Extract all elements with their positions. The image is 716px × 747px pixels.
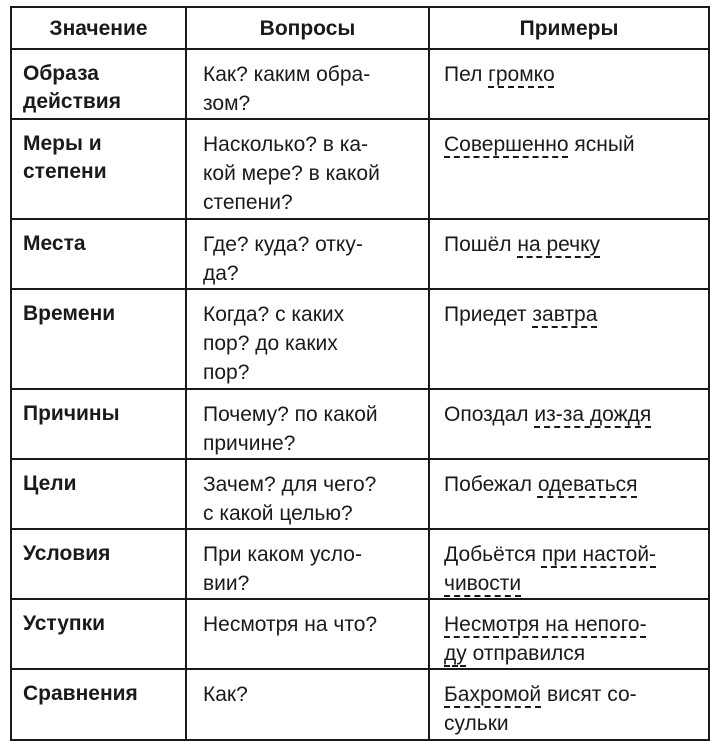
table-row xyxy=(12,530,708,600)
example-line xyxy=(444,470,708,499)
example-underlined-modifier: чивости xyxy=(444,572,522,595)
meaning-line: Времени xyxy=(23,302,116,325)
example-plain-text: Опоздал xyxy=(444,403,535,426)
header-row xyxy=(12,8,708,50)
question-line: степени? xyxy=(203,191,293,214)
question-line: Несмотря на что? xyxy=(203,613,378,636)
questions-cell xyxy=(187,600,430,668)
meaning-cell xyxy=(12,50,187,118)
question-line: да? xyxy=(203,262,239,285)
example-plain-text: Пошёл xyxy=(444,233,518,256)
example-underlined-modifier: завтра xyxy=(532,303,598,326)
questions-cell xyxy=(187,460,430,528)
example-line xyxy=(444,130,708,159)
questions-cell xyxy=(187,50,430,118)
question-line: Как? xyxy=(203,683,248,706)
table-row xyxy=(12,120,708,220)
example-plain-text: Пел xyxy=(444,63,489,86)
question-line: причине? xyxy=(203,432,296,455)
example-line xyxy=(444,230,708,259)
example-line xyxy=(444,680,708,709)
example-underlined-modifier: одеваться xyxy=(537,473,638,496)
table-row xyxy=(12,670,708,741)
example-underlined-modifier: при настой- xyxy=(541,543,657,566)
example-underlined-modifier: ду xyxy=(444,642,467,665)
question-line: с какой целью? xyxy=(203,502,353,525)
example-line xyxy=(444,300,708,329)
example-cell xyxy=(430,460,708,528)
meaning-line: степени xyxy=(23,160,107,183)
question-line: При каком усло- xyxy=(203,543,362,566)
question-line: Насколько? в ка- xyxy=(203,133,369,156)
meaning-line: Уступки xyxy=(23,612,106,635)
adverbial-modifiers-table xyxy=(10,6,710,741)
meaning-line: Причины xyxy=(23,402,120,425)
question-line: кой мере? в какой xyxy=(203,162,380,185)
example-underlined-modifier: из-за дождя xyxy=(534,403,652,426)
questions-cell xyxy=(187,120,430,218)
example-cell xyxy=(430,600,708,668)
questions-cell xyxy=(187,220,430,288)
meaning-cell xyxy=(12,670,187,741)
questions-cell xyxy=(187,530,430,598)
example-underlined-modifier: на речку xyxy=(517,233,601,256)
example-plain-text: висят со- xyxy=(541,683,637,706)
table-row xyxy=(12,50,708,120)
example-cell xyxy=(430,220,708,288)
example-cell xyxy=(430,530,708,598)
header-questions: Вопросы xyxy=(187,8,430,48)
example-plain-text: Побежал xyxy=(444,473,538,496)
meaning-cell xyxy=(12,530,187,598)
header-examples: Примеры xyxy=(519,17,619,40)
meaning-line: Места xyxy=(23,232,86,255)
meaning-cell xyxy=(12,600,187,668)
example-plain-text: сульки xyxy=(444,712,509,735)
table-row xyxy=(12,460,708,530)
example-underlined-modifier: Совершенно xyxy=(444,133,569,156)
example-plain-text: отправился xyxy=(466,642,586,665)
example-line xyxy=(444,540,708,569)
header-meaning: Значение xyxy=(12,8,187,48)
example-underlined-modifier: громко xyxy=(488,63,555,86)
example-underlined-modifier: Бахромой xyxy=(444,683,542,706)
meaning-cell xyxy=(12,460,187,528)
example-underlined-modifier: Несмотря на непого- xyxy=(444,613,647,636)
meaning-line: Цели xyxy=(23,472,77,495)
meaning-cell xyxy=(12,290,187,388)
meaning-line: действия xyxy=(23,90,121,113)
example-line xyxy=(444,639,708,668)
question-line: зом? xyxy=(203,92,251,115)
meaning-line: Образа xyxy=(23,62,99,85)
question-line: Где? куда? отку- xyxy=(203,233,363,256)
question-line: Как? каким обра- xyxy=(203,63,371,86)
meaning-cell xyxy=(12,120,187,218)
questions-cell xyxy=(187,290,430,388)
table-row xyxy=(12,290,708,390)
example-plain-text: Добьётся xyxy=(444,543,542,566)
table-row xyxy=(12,390,708,460)
example-line xyxy=(444,400,708,429)
table-row xyxy=(12,600,708,670)
example-line xyxy=(444,60,708,89)
question-line: Зачем? для чего? xyxy=(203,473,377,496)
questions-cell xyxy=(187,390,430,458)
example-line xyxy=(444,610,708,639)
question-line: Когда? с каких xyxy=(203,303,345,326)
example-cell xyxy=(430,120,708,218)
example-cell xyxy=(430,390,708,458)
question-line: пор? xyxy=(203,361,250,384)
question-line: пор? до каких xyxy=(203,332,338,355)
table-row xyxy=(12,220,708,290)
question-line: вии? xyxy=(203,572,250,595)
meaning-cell xyxy=(12,220,187,288)
example-line xyxy=(444,569,708,598)
example-plain-text: ясный xyxy=(568,133,635,156)
meaning-cell xyxy=(12,390,187,458)
example-plain-text: Приедет xyxy=(444,303,533,326)
questions-cell xyxy=(187,670,430,741)
example-cell xyxy=(430,50,708,118)
question-line: Почему? по какой xyxy=(203,403,378,426)
example-line xyxy=(444,709,708,738)
meaning-line: Сравнения xyxy=(23,682,138,705)
example-cell xyxy=(430,670,708,741)
meaning-line: Меры и xyxy=(23,132,102,155)
example-cell xyxy=(430,290,708,388)
meaning-line: Условия xyxy=(23,542,111,565)
